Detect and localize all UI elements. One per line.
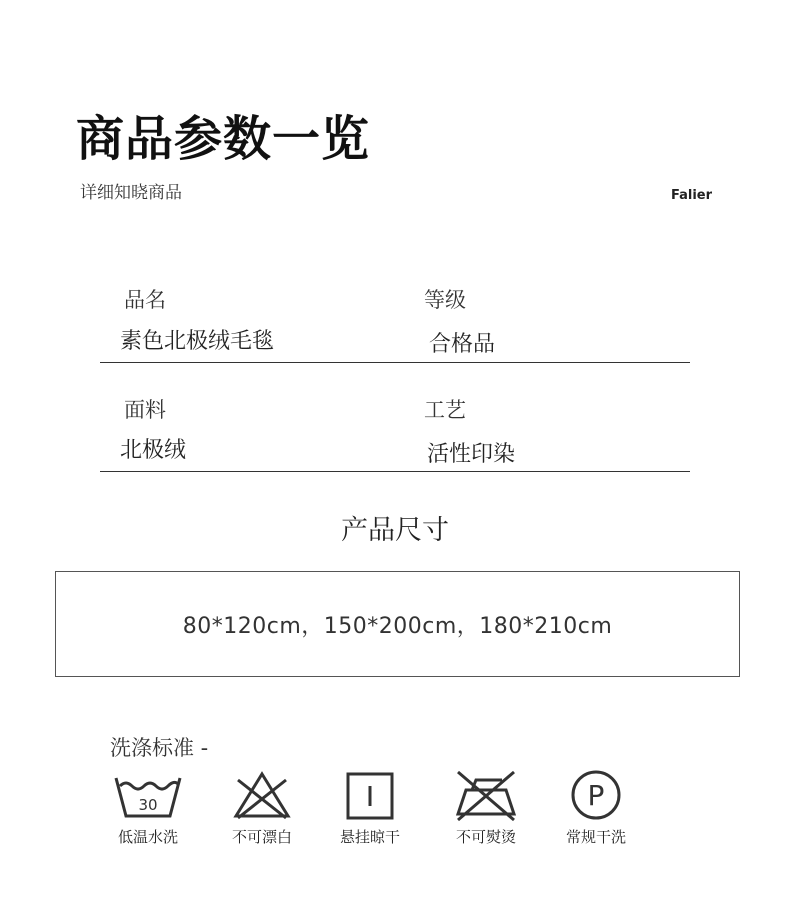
care-item-no-iron: [426, 770, 546, 847]
care-heading: 洗涤标准 -: [110, 736, 209, 760]
param-divider: [100, 362, 690, 363]
param-label-name: 品名: [124, 288, 166, 312]
no-iron-icon: [450, 770, 522, 822]
param-label-grade: 等级: [424, 288, 466, 312]
size-heading: 产品尺寸: [341, 515, 449, 546]
param-label-fabric: 面料: [124, 398, 166, 422]
care-item-low-temp-wash: [88, 770, 208, 847]
care-label: 低温水洗: [117, 828, 178, 846]
care-item-hang-dry: [310, 770, 430, 847]
page-title: 商品参数一览: [76, 111, 371, 167]
param-divider: [100, 471, 690, 472]
param-value-fabric: 北极绒: [120, 438, 187, 463]
dry-clean-letter: P: [587, 779, 605, 812]
size-box: [55, 571, 740, 677]
param-value-grade: 合格品: [429, 332, 496, 357]
wash-temp-text: 30: [138, 796, 158, 814]
param-label-craft: 工艺: [424, 398, 466, 422]
care-label: 不可漂白: [231, 828, 292, 846]
care-label: 悬挂晾干: [339, 828, 400, 846]
care-label: 不可熨烫: [455, 828, 516, 846]
low-temp-wash-icon: [112, 770, 184, 822]
care-item-dry-clean: [536, 770, 656, 847]
hang-dry-icon: [334, 770, 406, 822]
no-bleach-icon: [226, 770, 298, 822]
param-value-craft: 活性印染: [427, 442, 516, 467]
dry-clean-icon: [560, 770, 632, 822]
care-label: 常规干洗: [565, 828, 626, 846]
size-values: 80*120cm，150*200cm，180*210cm: [182, 613, 613, 639]
brand-logo-text: Falier: [671, 188, 713, 203]
param-value-name: 素色北极绒毛毯: [120, 329, 275, 354]
page-subtitle: 详细知晓商品: [80, 183, 182, 203]
care-item-no-bleach: [202, 770, 322, 847]
